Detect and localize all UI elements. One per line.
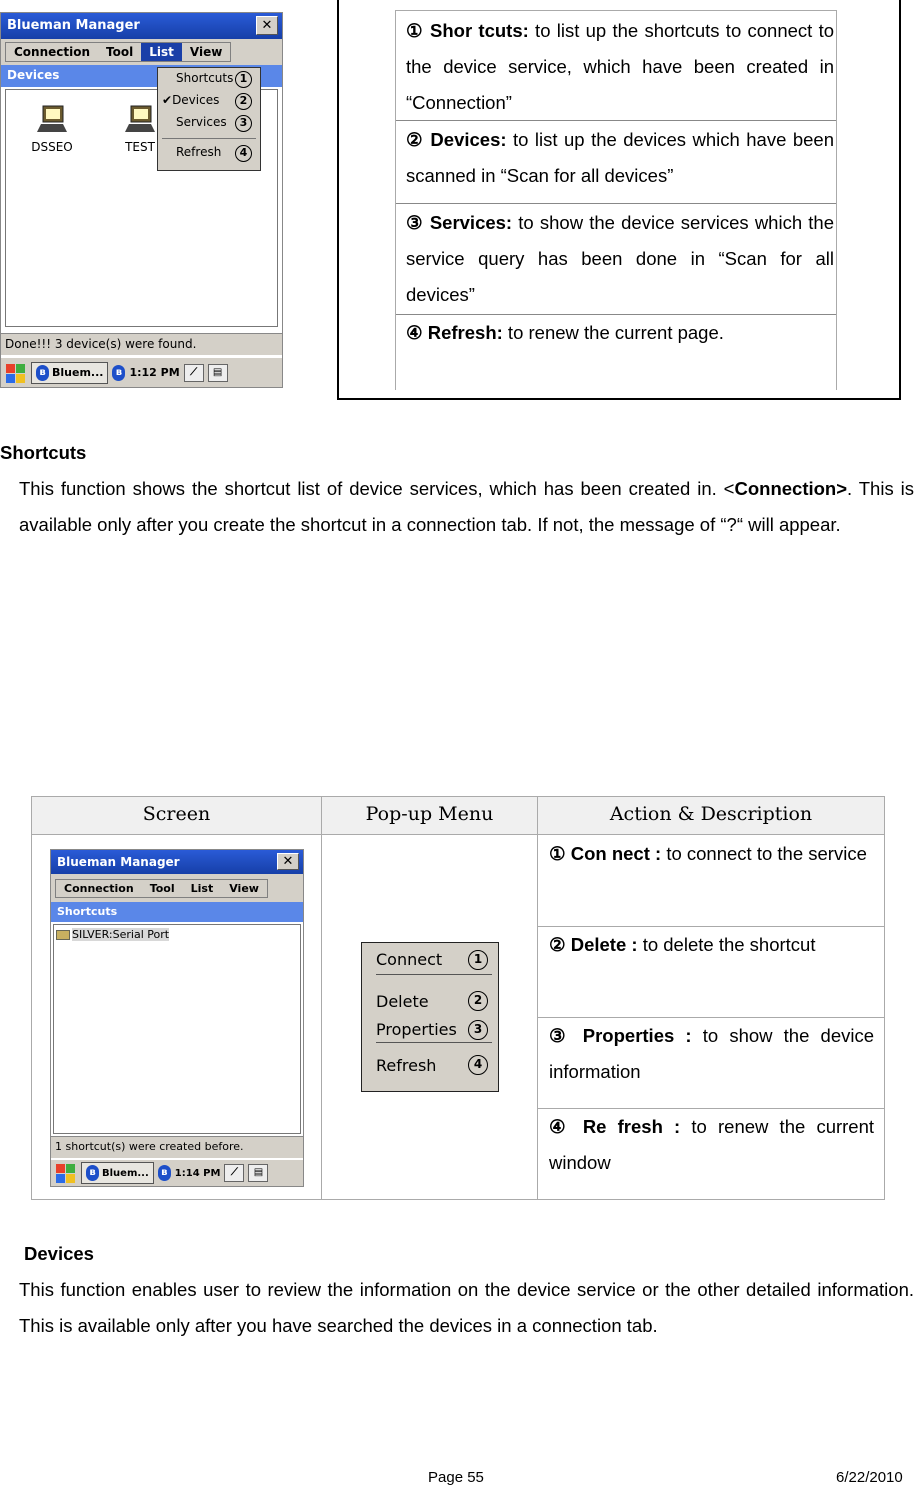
taskbar-app-button[interactable]: ʙ Bluem... — [81, 1162, 154, 1184]
connection-tray-icon[interactable]: ⟋ — [184, 364, 204, 382]
list-menu-description-box — [337, 0, 901, 400]
dropdown-item-refresh[interactable]: Refresh 4 — [162, 145, 256, 167]
shortcuts-heading: Shortcuts — [0, 442, 87, 463]
dropdown-item-devices[interactable]: ✔Devices 2 — [162, 93, 256, 115]
device-label: DSSEO — [31, 140, 73, 154]
popup-item-properties[interactable]: Properties 3 — [376, 1017, 492, 1043]
device-label: TEST — [125, 140, 155, 154]
menu-view[interactable]: View — [229, 881, 259, 895]
shortcuts-paragraph: This function shows the shortcut list of device services, which has been created in. <Connection>. This is available only after you create the shortcut in a connection tab. If not, the message of “?“ will appear. — [19, 478, 914, 535]
number-badge: 1 — [468, 950, 488, 970]
close-button[interactable]: ✕ — [256, 16, 278, 35]
dropdown-item-shortcuts[interactable]: Shortcuts 1 — [162, 71, 256, 93]
menu-connection[interactable]: Connection — [14, 45, 91, 59]
number-badge: 3 — [235, 115, 252, 132]
number-badge: 1 — [235, 71, 252, 88]
shortcut-menu-table — [31, 796, 885, 1200]
computer-icon — [123, 104, 157, 136]
header-popup-menu: Pop-up Menu — [365, 803, 494, 825]
list-dropdown-menu — [157, 67, 261, 171]
popup-menu-image — [361, 942, 499, 1092]
action-properties: ③ Properties : to show the device information — [549, 1025, 875, 1082]
bluetooth-tray-icon[interactable]: ʙ — [158, 1165, 171, 1181]
desc-shortcuts: ① Shor tcuts: to list up the shortcuts to connect to the device service, which have been created in “Connection” — [406, 20, 835, 113]
clock: 1:12 PM — [129, 366, 180, 379]
taskbar — [51, 1159, 303, 1186]
action-connect: ① Con nect : to connect to the service — [549, 843, 867, 864]
devices-paragraph: This function enables user to review the information on the device service or the other detailed information. This is available only after you have searched the devices in a connection tab. — [19, 1279, 914, 1336]
windows-tray-icon[interactable]: ▤ — [248, 1164, 268, 1182]
devices-heading: Devices — [24, 1243, 94, 1264]
menu-tool[interactable]: Tool — [149, 881, 175, 895]
bluetooth-icon: ʙ — [36, 365, 49, 381]
menubar — [51, 874, 303, 902]
bluetooth-tray-icon[interactable]: ʙ — [112, 365, 125, 381]
computer-icon — [35, 104, 69, 136]
popup-item-connect[interactable]: Connect 1 — [376, 945, 492, 975]
device-item[interactable] — [22, 104, 82, 154]
menu-view[interactable]: View — [189, 45, 223, 59]
window-title: Blueman Manager — [7, 18, 140, 33]
action-refresh: ④ Re fresh : to renew the current window — [549, 1116, 875, 1173]
status-bar: 1 shortcut(s) were created before. — [51, 1136, 303, 1158]
window-titlebar — [1, 13, 282, 39]
menu-tool[interactable]: Tool — [106, 45, 134, 59]
connection-tray-icon[interactable]: ⟋ — [224, 1164, 244, 1182]
number-badge: 3 — [468, 1020, 488, 1040]
shortcut-list — [53, 924, 301, 1134]
start-button[interactable] — [55, 1162, 77, 1184]
menu-connection[interactable]: Connection — [64, 881, 134, 895]
section-header: Devices — [1, 65, 282, 87]
section-header: Shortcuts — [51, 902, 303, 922]
number-badge: 2 — [468, 991, 488, 1011]
popup-item-delete[interactable]: Delete 2 — [376, 985, 492, 1017]
screenshot-devices-list — [0, 12, 283, 388]
menubar — [1, 39, 282, 65]
desc-refresh: ④ Refresh: to renew the current page. — [406, 322, 724, 343]
header-action-description: Action & Description — [609, 803, 813, 825]
window-titlebar — [51, 850, 303, 874]
status-bar: Done!!! 3 device(s) were found. — [1, 333, 282, 355]
clock: 1:14 PM — [174, 1167, 221, 1179]
bluetooth-icon: ʙ — [86, 1165, 99, 1181]
close-button[interactable]: ✕ — [277, 853, 299, 870]
desc-services: ③ Services: to show the device services which the service query has been done in “Scan for all devices” — [406, 212, 835, 305]
windows-tray-icon[interactable]: ▤ — [208, 364, 228, 382]
taskbar — [1, 357, 282, 387]
header-screen: Screen — [142, 803, 211, 825]
taskbar-app-button[interactable]: ʙ Bluem... — [31, 362, 108, 384]
dropdown-item-services[interactable]: Services 3 — [162, 115, 256, 139]
action-delete: ② Delete : to delete the shortcut — [549, 934, 816, 955]
shortcut-item[interactable]: SILVER:Serial Port — [56, 928, 298, 941]
serial-port-icon — [56, 930, 70, 940]
screenshot-shortcuts-list — [50, 849, 304, 1187]
page-number: Page 55 — [428, 1469, 484, 1486]
menu-list[interactable]: List — [190, 881, 214, 895]
number-badge: 2 — [235, 93, 252, 110]
checkmark-icon: ✔ — [162, 93, 173, 107]
number-badge: 4 — [235, 145, 252, 162]
window-title: Blueman Manager — [57, 855, 180, 869]
menu-list[interactable]: List — [141, 43, 182, 61]
description-table — [395, 10, 837, 390]
footer-date: 6/22/2010 — [836, 1469, 903, 1486]
desc-devices: ② Devices: to list up the devices which have been scanned in “Scan for all devices” — [406, 129, 835, 186]
start-button[interactable] — [5, 362, 27, 384]
number-badge: 4 — [468, 1055, 488, 1075]
popup-item-refresh[interactable]: Refresh 4 — [376, 1047, 492, 1083]
